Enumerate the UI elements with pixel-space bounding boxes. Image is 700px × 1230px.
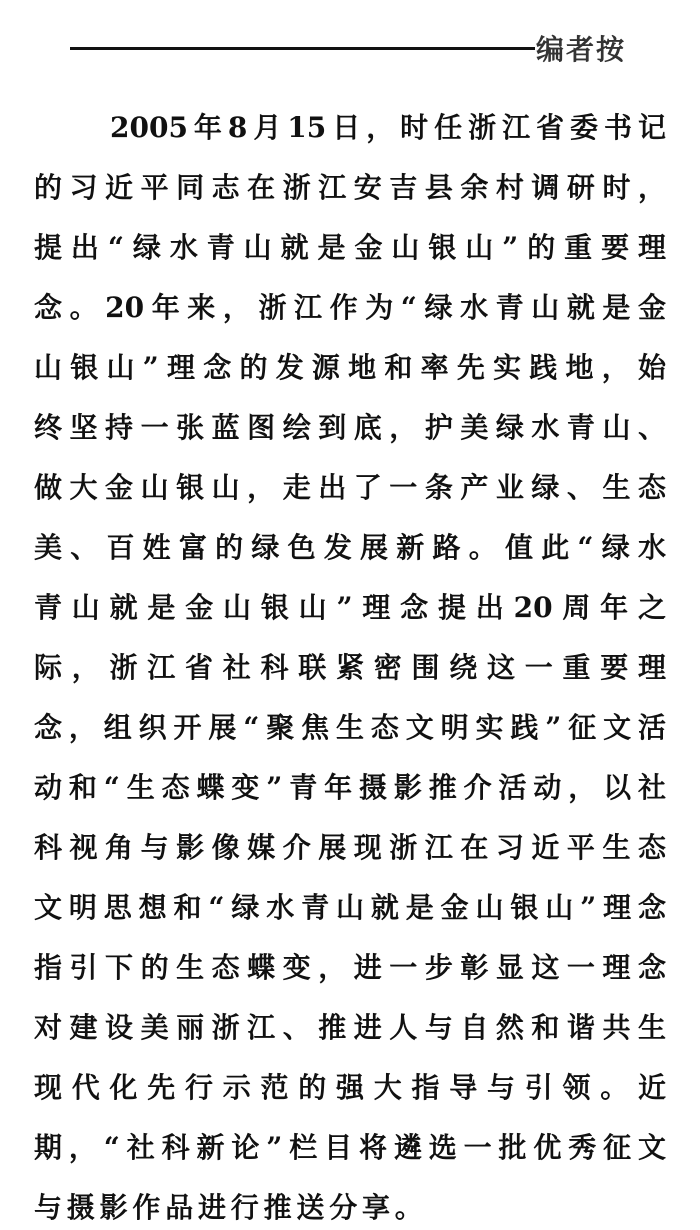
body-line: 科视角与影像媒介展现浙江在习近平生态 — [34, 831, 666, 864]
body-line: 的习近平同志在浙江安吉县余村调研时， — [34, 171, 666, 204]
body-line: 2005年8月15日，时任浙江省委书记 — [110, 111, 666, 144]
body-line: 文明思想和“绿水青山就是金山银山”理念 — [34, 891, 666, 924]
body-line: 动和“生态蝶变”青年摄影推介活动，以社 — [34, 771, 666, 804]
body-line: 念，组织开展“聚焦生态文明实践”征文活 — [34, 711, 666, 744]
body-line: 与摄影作品进行推送分享。 — [34, 1191, 428, 1224]
body-line: 念。20年来，浙江作为“绿水青山就是金 — [34, 291, 666, 324]
body-line: 现代化先行示范的强大指导与引领。近 — [34, 1071, 666, 1104]
body-line: 美、百姓富的绿色发展新路。值此“绿水 — [34, 531, 666, 564]
editor-note-title: 编者按 — [536, 33, 627, 66]
body-line: 指引下的生态蝶变，进一步彰显这一理念 — [34, 951, 666, 984]
body-line: 山银山”理念的发源地和率先实践地，始 — [34, 351, 666, 384]
body-line: 提出“绿水青山就是金山银山”的重要理 — [34, 231, 666, 264]
body-line: 期，“社科新论”栏目将遴选一批优秀征文 — [34, 1131, 666, 1164]
body-line: 对建设美丽浙江、推进人与自然和谐共生 — [34, 1011, 666, 1044]
body-line: 终坚持一张蓝图绘到底，护美绿水青山、 — [34, 411, 666, 444]
body-line: 青山就是金山银山”理念提出20周年之 — [34, 591, 666, 624]
body-line: 做大金山银山，走出了一条产业绿、生态 — [34, 471, 666, 504]
body-line: 际，浙江省社科联紧密围绕这一重要理 — [34, 651, 666, 684]
